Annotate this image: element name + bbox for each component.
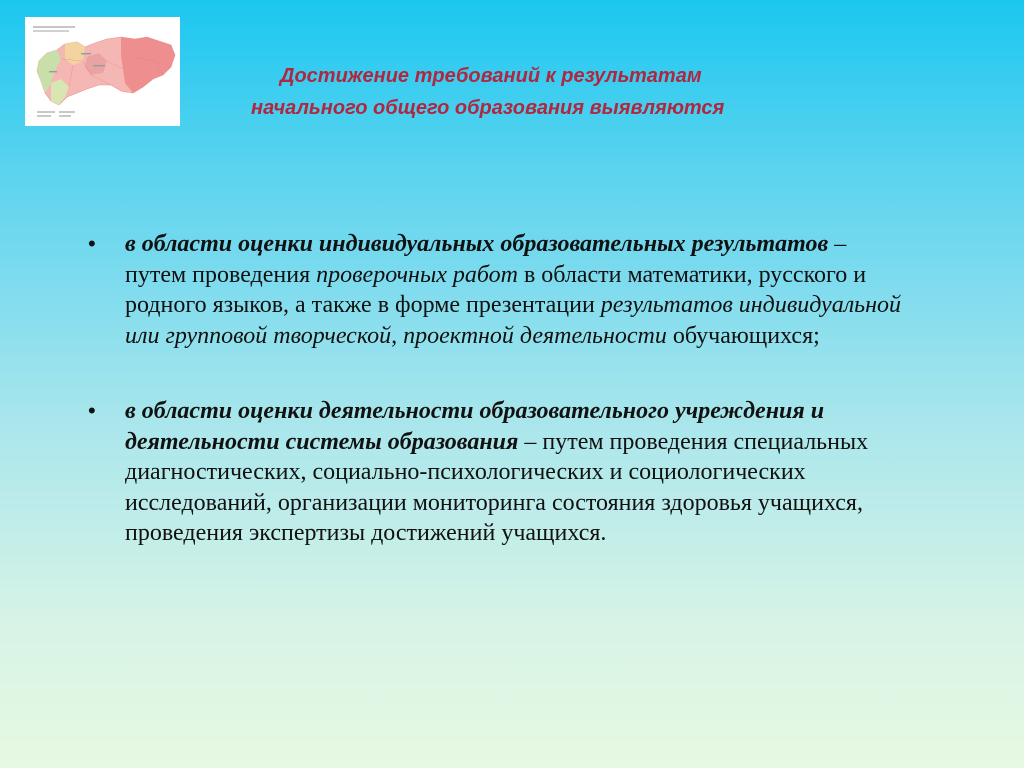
slide-title-line-2: начального общего образования выявляются — [251, 97, 725, 119]
bullet-lead-text: в области оценки индивидуальных образовательных результатов — [125, 231, 829, 257]
bullet-marker: • — [88, 398, 96, 423]
bullet-lead-text: в области оценки деятельности образовательного учреждения и деятельности системы образования — [125, 398, 825, 455]
bullet-italic-text: результатов индивидуальной или групповой творческой, проектной деятельности — [125, 292, 902, 349]
bullet-body-text: – путем проведения — [125, 231, 847, 288]
slide-title-line-1: Достижение требований к результатам — [280, 65, 702, 87]
russia-map-image — [25, 17, 180, 126]
slide-title — [240, 60, 980, 124]
bullet-item-individual-results — [88, 229, 908, 351]
bullet-italic-text: проверочных работ — [316, 261, 518, 288]
bullet-body-text: обучающихся; — [666, 322, 820, 349]
bullet-item-institution-assessment — [88, 396, 908, 549]
bullet-list — [88, 229, 908, 549]
bullet-marker: • — [88, 231, 96, 256]
bullet-body-text: – путем проведения специальных диагностических, социально-психологических и социологических исследований, организации мониторинга состояния здоровья учащихся, проведения экспертизы достижений учащихся. — [125, 428, 869, 546]
bullet-body-text: в области математики, русского и родного языков, а также в форме презентации — [125, 261, 867, 318]
